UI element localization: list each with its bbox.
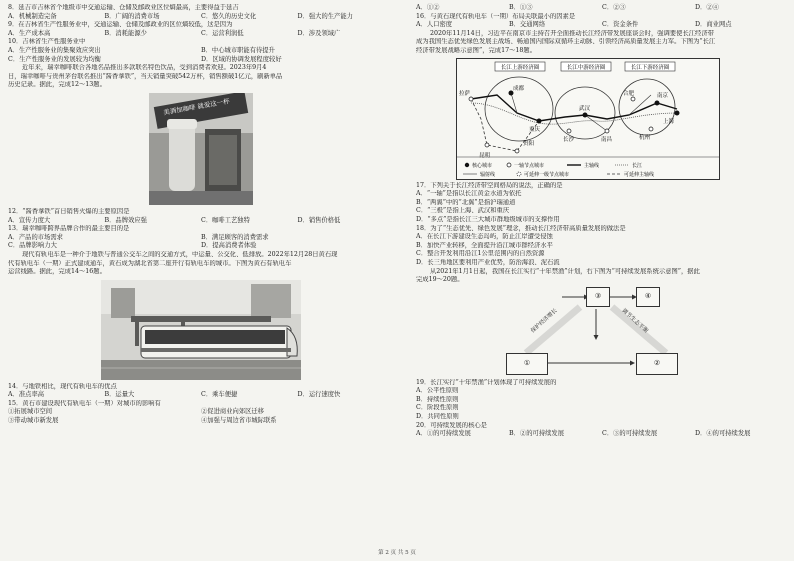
q19-option-c: C．阶段性原则 bbox=[416, 404, 459, 412]
q14-options bbox=[8, 391, 394, 400]
q20-stem: 20．可持续发展的核心是 bbox=[416, 421, 487, 429]
passage1-line3: 历史记录。据此，完成12～13题。 bbox=[8, 81, 106, 89]
q16-option-c: C．资金条件 bbox=[602, 21, 639, 29]
q10-options-row1 bbox=[8, 47, 394, 56]
q14-option-d: D．运行速度快 bbox=[297, 391, 341, 399]
passage3-line2: 成为我国生态优先绿色发展主战场、畅通国内国际双循环主动脉、引领经济高质量发展主力军。下图为“长江 bbox=[416, 38, 716, 46]
legend-node-city: 一轴节点城市 bbox=[514, 162, 545, 169]
city-chongqing: 重庆 bbox=[529, 126, 541, 133]
q15-answer-c: C．②③ bbox=[602, 4, 626, 11]
q9-stem: 9．在吉林省生产性服务业中，交通运输、仓储及邮政业的区位熵较低，这是因为 bbox=[8, 21, 233, 29]
q13-options-row2 bbox=[8, 242, 394, 251]
coffee-ad-photo bbox=[149, 93, 253, 205]
q20-option-d: D．④的可持续发展 bbox=[695, 430, 751, 438]
passage3-line3: 经济带发展战略示意图”，完成17～18题。 bbox=[416, 46, 536, 54]
q13-option-a: A．产品的市场需求 bbox=[8, 233, 63, 241]
q18-option-a: A．在长江下游建设生态岛屿，防止江岸遭受侵蚀 bbox=[416, 233, 553, 241]
q12-option-b: B．品牌效应强 bbox=[104, 216, 147, 224]
q16-stem: 16．与黄石现代有轨电车（一期）布局关联最小的因素是 bbox=[416, 12, 576, 20]
q10-options-row2 bbox=[8, 56, 394, 65]
q8-option-c: C．悠久的历史文化 bbox=[201, 12, 257, 20]
q8-option-b: B．广阔的消费市场 bbox=[104, 12, 160, 20]
q20-option-b: B．②的可持续发展 bbox=[509, 430, 565, 438]
city-nanjing: 南京 bbox=[657, 92, 669, 99]
city-wuhan: 武汉 bbox=[579, 105, 591, 112]
city-shanghai: 上海 bbox=[663, 118, 675, 125]
q15-answer-d: D．②④ bbox=[695, 4, 719, 11]
label-middle: 长江中游经济圈 bbox=[566, 64, 606, 71]
q12-option-a: A．宣传力度大 bbox=[8, 216, 51, 224]
q15-statement-1: ①拓展城市空间 bbox=[8, 408, 53, 416]
sustainability-diagram bbox=[506, 287, 686, 377]
passage4-line1: 从2021年1月1日起，我国在长江实行“十年禁渔”计划，右下图为“可持续发展系统示意图”，据此 bbox=[430, 267, 700, 275]
q19-option-b: B．持续性原则 bbox=[416, 395, 459, 403]
q9-option-b: B．消耗能源少 bbox=[104, 29, 147, 37]
page-footer: 第 2 页 共 5 页 bbox=[378, 550, 416, 556]
node-4: ④ bbox=[636, 287, 660, 307]
city-chengdu: 成都 bbox=[513, 85, 525, 92]
q17-option-c: C．“三极”是指上海、武汉和重庆 bbox=[416, 207, 510, 215]
passage3-line1: 2020年11月14日，习近平在南京市主持召开全面推动长江经济带发展座谈会时，强调要使长江经济带 bbox=[430, 29, 714, 37]
passage2-line1: 现代有轨电车是一种介于地铁与普通公交车之间的交通方式，中运量、公交化、低排放。2022年12月28日黄石现 bbox=[22, 250, 338, 258]
q15-statements-row1 bbox=[8, 408, 394, 417]
q13-option-d: D．提高消费者体验 bbox=[201, 242, 257, 250]
q9-option-a: A．生产成本高 bbox=[8, 29, 51, 37]
q12-options bbox=[8, 217, 394, 226]
q14-option-a: A．准点率高 bbox=[8, 391, 45, 399]
q18-stem: 18．为了“生态优先、绿色发展”理念，推动长江经济带高质量发展的做法是 bbox=[416, 224, 626, 232]
passage2-line3: 运营线路。据此，完成14～16题。 bbox=[8, 268, 106, 276]
q14-stem: 14．与地铁相比，现代有轨电车的优点 bbox=[8, 382, 117, 390]
q15-answer-a: A．①② bbox=[416, 4, 440, 11]
q17-option-b: B．“两翼”中的“北翼”是指沪瑞通道 bbox=[416, 198, 516, 206]
node-2: ② bbox=[636, 353, 678, 375]
left-arrow-label: 保护经济增长 bbox=[530, 307, 559, 335]
q19-option-a: A．公平性原则 bbox=[416, 387, 459, 395]
q16-option-d: D．商业网点 bbox=[695, 21, 732, 29]
q19-option-d: D．共同性原则 bbox=[416, 413, 459, 421]
q15-answers bbox=[416, 4, 788, 13]
city-nanchang: 南昌 bbox=[601, 136, 613, 143]
tram-photo bbox=[101, 280, 301, 380]
q16-options bbox=[416, 21, 788, 30]
left-column bbox=[8, 4, 394, 426]
q9-options bbox=[8, 30, 394, 39]
q12-option-c: C．咖啡工艺独特 bbox=[201, 216, 250, 224]
q8-option-a: A．机械制造完备 bbox=[8, 12, 57, 20]
q18-option-d: D．长三角地区要利用产业优势，防治海浪、泥石流 bbox=[416, 258, 560, 266]
yangtze-river bbox=[471, 103, 679, 124]
q15-statement-4: ④加强与周边省市城际联系 bbox=[201, 417, 277, 425]
q16-option-b: B．交通网络 bbox=[509, 21, 546, 29]
q9-option-c: C．运营利润低 bbox=[201, 29, 244, 37]
q13-option-b: B．满足顾客的消费需求 bbox=[201, 233, 269, 241]
yangtze-map-drawing bbox=[457, 59, 719, 179]
q18-option-b: B．加快产业转移，全面提升沿江城市群经济水平 bbox=[416, 241, 553, 249]
node-3: ③ bbox=[586, 287, 610, 307]
tram-image bbox=[101, 280, 301, 380]
q14-option-b: B．运量大 bbox=[104, 391, 135, 399]
legend-yangtze: 长江 bbox=[632, 162, 643, 169]
q8-stem: 8．延吉市吉林省个地级市中交通运输、仓储及邮政业区位熵最高，主要得益于延吉 bbox=[8, 4, 239, 11]
q12-stem: 12．“酱香拿铁”首日销售火爆的主要原因是 bbox=[8, 207, 130, 215]
label-upper: 长江上游经济圈 bbox=[500, 64, 540, 71]
q10-option-a: A．生产性服务业的集聚效应突出 bbox=[8, 46, 101, 54]
q9-option-d: D．涉及领域广 bbox=[297, 29, 341, 37]
q12-option-d: D．销售价格低 bbox=[297, 216, 341, 224]
right-arrow-label: 调节生态平衡 bbox=[620, 307, 649, 335]
q17-option-a: A．“一轴”是指以长江黄金水道为依托 bbox=[416, 190, 522, 198]
passage1-line2: 日，瑞幸咖啡与贵州茅台联名推出“酱香拿铁”，当天销量突破542万杯，销售额破1亿元，刷新单品 bbox=[8, 72, 283, 80]
q10-option-d: D．区域的协调发展程度较好 bbox=[201, 55, 282, 63]
q15-answer-b: B．①③ bbox=[509, 4, 533, 11]
q13-option-c: C．品牌影响力大 bbox=[8, 242, 57, 250]
passage1-line1: 近年来，瑞幸咖啡联合各地名品推出多款联名特色饮品，受到消费者欢迎。2023年9月4 bbox=[22, 64, 267, 72]
q18-option-c: C．整合开发利用沿江1公里范围内的自然资源 bbox=[416, 250, 545, 258]
city-hangzhou: 杭州 bbox=[639, 134, 651, 141]
yangtze-belt-map bbox=[456, 58, 720, 180]
q20-option-c: C．③的可持续发展 bbox=[602, 430, 658, 438]
node-1: ① bbox=[506, 353, 548, 375]
q15-stem: 15．黄石市建设现代有轨电车（一期）对城市的影响有 bbox=[8, 399, 161, 407]
city-guiyang: 贵阳 bbox=[523, 140, 535, 147]
q19-stem: 19．长江实行“十年禁渔”计划体现了可持续发展的 bbox=[416, 378, 557, 386]
q15-statement-3: ③带动城市新发展 bbox=[8, 417, 59, 425]
q15-statement-2: ②促进商业向郊区迁移 bbox=[201, 408, 264, 416]
q10-option-c: C．生产性服务业的发展较为均衡 bbox=[8, 55, 101, 63]
q17-stem: 17．下列关于长江经济带空间格局的说法，正确的是 bbox=[416, 181, 563, 189]
q20-options bbox=[416, 430, 788, 439]
legend-core-city: 核心城市 bbox=[472, 162, 493, 169]
city-kunming: 昆明 bbox=[479, 152, 491, 159]
label-lower: 长江下游经济圈 bbox=[630, 64, 670, 71]
city-hefei: 合肥 bbox=[623, 90, 635, 97]
q8-options bbox=[8, 13, 394, 22]
legend-radiation: 辐射线 bbox=[480, 171, 496, 178]
q20-option-a: A．①的可持续发展 bbox=[416, 430, 471, 438]
legend-extendable-axis: 可延伸主轴线 bbox=[624, 171, 655, 178]
main-axis bbox=[471, 95, 677, 121]
q16-option-a: A．人口密度 bbox=[416, 21, 453, 29]
right-column bbox=[416, 4, 788, 439]
q17-option-d: D．“多点”是指长江三大城市群地级城市的支撑作用 bbox=[416, 215, 560, 223]
legend-extendable-node: 可延伸一级节点城市 bbox=[524, 171, 570, 178]
city-lasa: 拉萨 bbox=[459, 90, 471, 97]
q8-option-d: D．强大的生产能力 bbox=[297, 12, 353, 20]
q13-stem: 13．瑞幸咖啡跨界品牌合作的最主要目的是 bbox=[8, 225, 130, 233]
passage2-line2: 代有轨电车（一期）正式建成通车，黄石成为湖北省第二座开行有轨电车的城市。下图为黄石有轨电车 bbox=[8, 259, 292, 267]
q14-option-c: C．乘车便捷 bbox=[201, 391, 238, 399]
passage4-line2: 完成19～20题。 bbox=[416, 276, 464, 284]
q15-statements-row2 bbox=[8, 417, 394, 426]
coffee-ad-caption: 美酒加咖啡 就爱这一杯 bbox=[162, 97, 231, 117]
q10-stem: 10．吉林省生产性服务业中 bbox=[8, 38, 86, 46]
legend-main-axis: 主轴线 bbox=[584, 162, 600, 169]
q10-option-b: B．中心城市职能有待提升 bbox=[201, 46, 275, 54]
city-changsha: 长沙 bbox=[563, 136, 575, 143]
